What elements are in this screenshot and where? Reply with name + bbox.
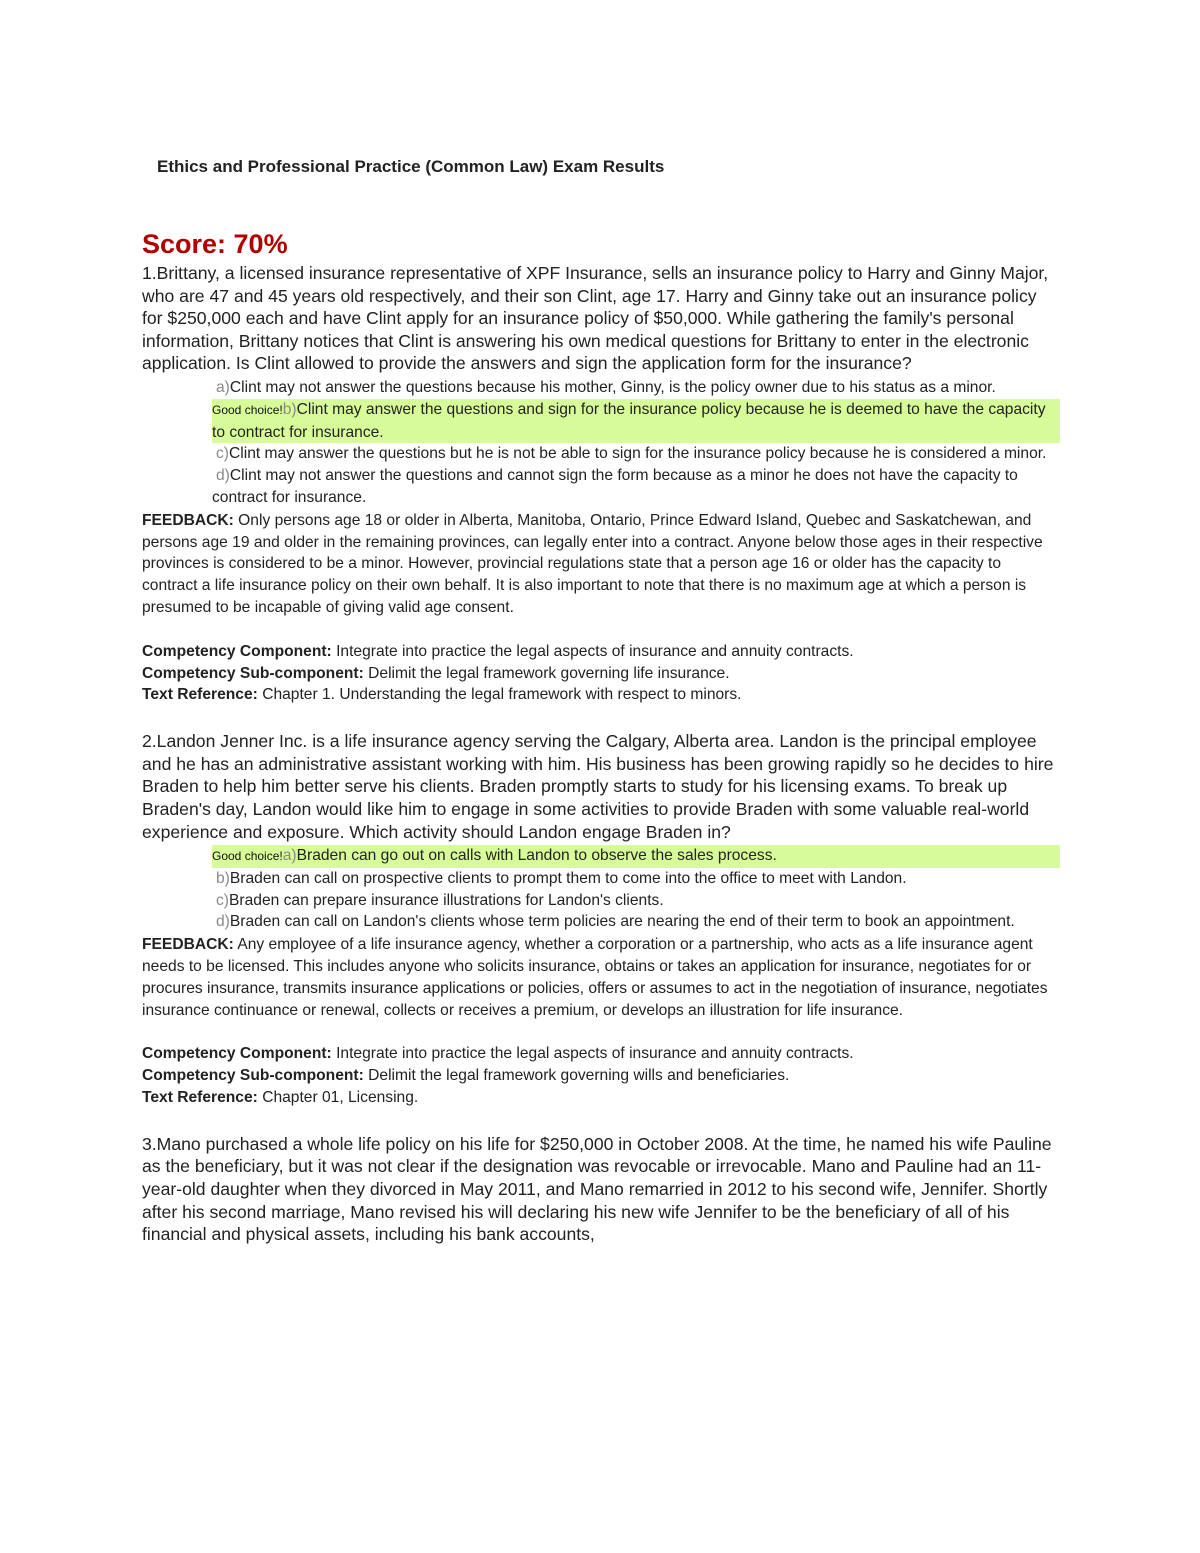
answer-option-c (212, 443, 1060, 465)
text-reference-label: Text Reference: (142, 686, 258, 704)
option-letter: b) (282, 400, 297, 418)
competency-sub-component (142, 1065, 1060, 1087)
competency-component-label: Competency Component: (142, 642, 332, 660)
option-text: Clint may not answer the questions because his mother, Ginny, is the policy owner due to his status as a minor. (229, 378, 996, 396)
answer-options (212, 377, 1060, 509)
option-text: Clint may answer the questions but he is not be able to sign for the insurance policy because he is considered a minor. (229, 445, 1047, 463)
option-text: Braden can call on prospective clients to prompt them to come into the office to meet with Landon. (229, 869, 907, 887)
option-letter: c) (216, 445, 229, 463)
competency-sub-component-label: Competency Sub-component: (142, 664, 364, 682)
competency-component-text: Integrate into practice the legal aspects of insurance and annuity contracts. (336, 1045, 854, 1063)
competency-sub-component-text: Delimit the legal framework governing wills and beneficiaries. (368, 1067, 790, 1085)
competency-component-text: Integrate into practice the legal aspects of insurance and annuity contracts. (336, 642, 854, 660)
question-text: 2.Landon Jenner Inc. is a life insurance agency serving the Calgary, Alberta area. Landon is the principal employee and he has an administrative assistant working with him. His business has been growing rapidly so he decides to hire Braden to help him better serve his clients. Braden promptly starts to study for his licensing exams. To break up Braden's day, Landon would like him to engage in some activities to provide Braden with some valuable real-world experience and exposure. Which activity should Landon engage Braden in? (142, 731, 1054, 842)
question-text: 3.Mano purchased a whole life policy on his life for $250,000 in October 2008. At the time, he named his wife Pauline as the beneficiary, but it was not clear if the designation was revocable or irrevocable. Mano and Pauline had an 11-year-old daughter when they divorced in May 2011, and Mano remarried in 2012 to his second wife, Jennifer. Shortly after his second marriage, Mano revised his will declaring his new wife Jennifer to be the beneficiary of all of his financial and physical assets, including his bank accounts, (142, 1133, 1052, 1245)
feedback-label: FEEDBACK: (142, 936, 234, 954)
text-reference (142, 684, 1060, 706)
option-text: Clint may answer the questions and sign for the insurance policy because he is deemed to have the capacity to contract for insurance. (212, 400, 1046, 441)
option-letter: d) (216, 913, 230, 931)
competency-sub-component-label: Competency Sub-component: (142, 1067, 364, 1085)
exam-results (142, 226, 1060, 1246)
option-text: Clint may not answer the questions and cannot sign the form because as a minor he does not have the capacity to contract for insurance. (212, 467, 1018, 506)
option-letter: a) (216, 378, 230, 396)
feedback-text: Only persons age 18 or older in Alberta, Manitoba, Ontario, Prince Edward Island, Quebec and Saskatchewan, and persons age 19 and older in the remaining provinces, can legally enter into a contract. Anyone below those ages in their respective provinces is considered to be a minor. However, provincial regulations state that a person age 16 or older has the capacity to contract a life insurance policy on their own behalf. It is also important to note that there is no maximum age at which a person is presumed to be incapable of giving valid age consent. (142, 511, 1043, 616)
feedback (142, 934, 1060, 1021)
option-text: Braden can prepare insurance illustrations for Landon's clients. (229, 891, 664, 909)
text-reference-text: Chapter 1. Understanding the legal framework with respect to minors. (262, 686, 742, 704)
competency-component (142, 641, 1060, 663)
answer-option-a (212, 377, 1060, 399)
competency-sub-component (142, 663, 1060, 685)
answer-option-d (212, 465, 1060, 509)
answer-option-a-correct (212, 845, 1060, 868)
text-reference-text: Chapter 01, Licensing. (262, 1089, 419, 1107)
option-letter: d) (216, 467, 230, 485)
answer-option-d (212, 911, 1060, 933)
option-letter: b) (216, 869, 230, 887)
feedback (142, 510, 1060, 619)
feedback-text: Any employee of a life insurance agency, whether a corporation or a partnership, who acts as a life insurance agent needs to be licensed. This includes anyone who solicits insurance, obtains or takes an application for insurance, negotiates for or procures insurance, transmits insurance applications or policies, offers or assumes to act in the negotiation of insurance, negotiates insurance continuance or renewal, collects or receives a premium, or develops an illustration for life insurance. (142, 936, 1048, 1019)
good-choice-label: Good choice! (212, 849, 283, 864)
answer-options (212, 845, 1060, 933)
option-text: Braden can call on Landon's clients whose term policies are nearing the end of their term to book an appointment. (229, 913, 1015, 931)
question-block-2 (142, 730, 1060, 1109)
answer-option-b-correct (212, 399, 1060, 444)
option-letter: c) (216, 891, 229, 909)
competency-sub-component-text: Delimit the legal framework governing life insurance. (368, 664, 730, 682)
text-reference-label: Text Reference: (142, 1089, 258, 1107)
answer-option-c (212, 890, 1060, 912)
question-block-3 (142, 1133, 1060, 1246)
question-text: 1.Brittany, a licensed insurance representative of XPF Insurance, sells an insurance policy to Harry and Ginny Major, who are 47 and 45 years old respectively, and their son Clint, age 17. Harry and Ginny take out an insurance policy for $250,000 each and have Clint apply for an insurance policy of $50,000. While gathering the family's personal information, Brittany notices that Clint is answering his own medical questions for Brittany to enter in the electronic application. Is Clint allowed to provide the answers and sign the application form for the insurance? (142, 263, 1049, 374)
good-choice-label: Good choice! (212, 402, 283, 417)
score-heading: Score: 70% (142, 229, 288, 259)
text-reference (142, 1087, 1060, 1109)
option-letter: a) (282, 847, 297, 865)
feedback-label: FEEDBACK: (142, 511, 234, 529)
competency-component (142, 1043, 1060, 1065)
page-title: Ethics and Professional Practice (Common Law) Exam Results (157, 157, 665, 176)
answer-option-b (212, 868, 1060, 890)
question-block-1 (142, 262, 1060, 706)
option-text: Braden can go out on calls with Landon to observe the sales process. (296, 847, 777, 865)
competency-component-label: Competency Component: (142, 1045, 332, 1063)
